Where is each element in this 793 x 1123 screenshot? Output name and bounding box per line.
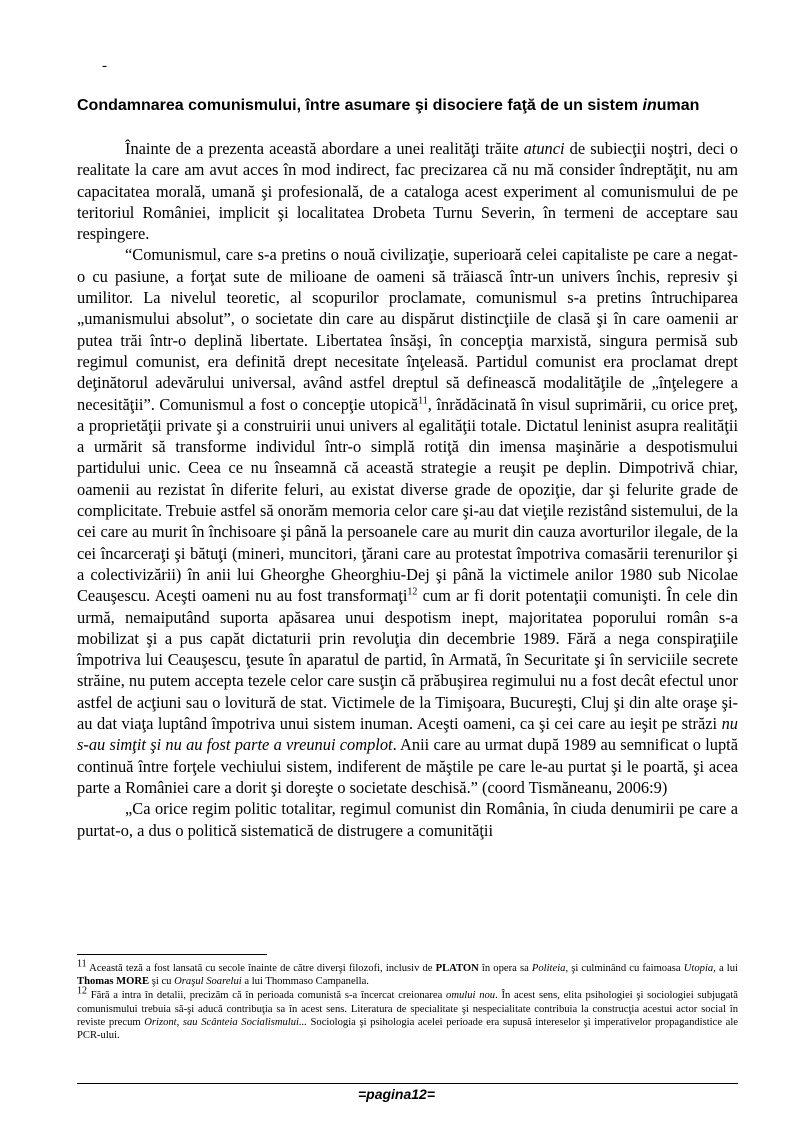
footnote-12-text-3: Sociologia şi psihologia acelei perioade era supusă intereselor şi imperativelor propagandistice ale PCR-ului. <box>77 1016 738 1042</box>
footer-separator <box>77 1083 738 1084</box>
footnote-12-italic-2: Orizont, sau Scânteia Socialismului... <box>144 1016 307 1028</box>
paragraph-2-quote <box>77 244 738 798</box>
paragraph-2-text-a: “Comunismul, care s-a pretins o nouă civilizaţie, superioară celei capitaliste pe care a negat-o cu pasiune, a forţat sute de milioane de oameni să trăiască într-un univers închis, represiv şi umilitor. La nivelul teoretic, al scopurilor proclamate, comunismul s-a pretins întruchiparea „umanismului absolut”, o societate din care au dispărut distincţiile de clasă şi în care oamenii ar putea trăi într-o deplină libertate. Libertatea însăşi, în concepţia marxistă, singura permisă sub regimul comunist, era definită drept necesitate înţeleasă. Partidul comunist era proclamat drept deţinătorul adevărului universal, având astfel dreptul să definească modalităţile de „înţelegere a necesităţii”. Comunismul a fost o concepţie utopică <box>77 245 738 414</box>
footnote-ref-11[interactable]: 11 <box>418 395 428 407</box>
paragraph-2-text-c: cum ar fi dorit potentaţii comunişti. În cele din urmă, nemaiputând suporta apăsarea unui despotism inept, majoritatea poporului român s-a mobilizat şi a pus capăt dictaturii prin revoluţia din decembrie 1989. Fără a nega conspiraţiile împotriva lui Ceauşescu, ţesute în aparatul de partid, în Armată, în Securitate şi în serviciile secrete străine, nu putem accepta tezele celor care susţin că prăbuşirea regimului nu a fost decât efectul unor astfel de acţiuni sau o lovitură de stat. Victimele de la Timişoara, Bucureşti, Cluj şi din alte oraşe şi-au dat viaţa luptând împotriva unui sistem inuman. Aceşti oameni, ca şi cei care au ieşit pe străzi <box>77 586 738 734</box>
paragraph-1-text-a: Înainte de a prezenta această abordare a unei realităţi trăite <box>125 139 524 158</box>
footnote-11-italic-2: Utopia <box>683 963 714 974</box>
footnote-12 <box>77 985 739 1042</box>
footnote-12-number: 12 <box>77 985 87 997</box>
paragraph-2-text-b: , înrădăcinată în visul suprimării, cu orice preţ, a proprietăţii private şi a construirii unui univers al egalităţii totale. Dictatul leninist asupra realităţii a urmărit să transforme individul într-o simplă rotiţă din imensa maşinărie a despotismului partidului unic. Ceea ce nu înseamnă că această strategie a reuşit pe deplin. Dimpotrivă chiar, oamenii au rezistat în diferite feluri, au existat diverse grade de opoziţie, dar şi felurite grade de complicitate. Trebuie astfel să onorăm memoria celor care şi-au dat vieţile rezistând sistemului, de la cei care au murit în închisoare şi până la persoanele care au murit din cauza avorturilor ilegale, de la cei încarceraţi şi bătuţi (mineri, muncitori, ţărani care au protestat împotriva comasării terenurilor şi a colectivizării) în anii lui Gheorghe Gheorghiu-Dej şi până la victimele anilor 1980 sub Nicolae Ceauşescu. Aceşti oameni nu au fost transformaţi <box>77 394 739 606</box>
footnote-12-text-1: Fără a intra în detalii, precizăm că în perioada comunistă s-a încercat creionarea <box>87 990 447 1002</box>
footnote-11-text-2: în opera sa <box>478 963 532 974</box>
body-text <box>77 138 738 841</box>
heading-text-1: Condamnarea comunismului, între asumare şi disociere faţă de un sistem <box>77 97 643 114</box>
footnote-11-number: 11 <box>77 958 87 970</box>
footnote-11-text-1: Această teză a fost lansată cu secole înainte de către diverşi filozofi, inclusiv de <box>86 963 436 974</box>
paragraph-1-italic: atunci <box>523 139 565 158</box>
paragraph-2-italic: nu s-au simţit şi nu au fost parte a vreunui complot <box>77 714 738 755</box>
footnotes <box>77 958 739 1043</box>
footnote-ref-12[interactable]: 12 <box>407 586 418 598</box>
footnote-11-text-4: , a lui <box>713 963 738 974</box>
heading-text-2: uman <box>656 97 700 114</box>
paragraph-3 <box>77 798 738 841</box>
footnote-11-bold-1: PLATON <box>435 963 479 974</box>
section-heading <box>77 96 717 116</box>
heading-italic-text: in <box>642 97 657 114</box>
footnote-12-text-2: . În acest sens, elita psihologiei şi sociologiei subjugată comunismului trebuia să-şi aducă contribuţia sa în acest sens. Literatura de specialitate şi nespecialitate contribuia la construcţia acestui actor social în reviste precum <box>77 990 739 1028</box>
paragraph-1 <box>77 138 738 244</box>
footnote-11-italic-3: Oraşul Soarelui <box>174 976 242 988</box>
footnote-12-italic-1: omului nou <box>446 990 496 1002</box>
top-mark: - <box>102 58 107 74</box>
footnote-separator <box>77 954 267 955</box>
footnote-11-text-6: a lui Thommaso Campanella. <box>241 976 369 988</box>
paragraph-3-text: „Ca orice regim politic totalitar, regimul comunist din România, în ciuda denumirii pe care a purtat-o, a dus o politică sistematică de distrugere a comunităţii <box>77 799 738 840</box>
footnote-11-text-5: şi cu <box>149 976 175 988</box>
footnote-11-italic-1: Politeia <box>531 963 566 974</box>
footnote-11-text-3: , şi culminând cu faimoasa <box>565 963 684 974</box>
paragraph-2-text-d: . Anii care au urmat după 1989 au semnificat o luptă continuă între forţele vechiului sistem, indiferent de măştile pe care le-au purtat şi le poartă, şi acea parte a României care a dorit şi doreşte o societate deschisă.” (coord Tismăneanu, 2006:9) <box>77 735 738 797</box>
page-number: =pagina12= <box>357 1086 436 1102</box>
paragraph-1-text-b: de subiecţii noştri, deci o realitate la care am avut acces în mod indirect, fac precizarea că nu mă consider îndreptăţit, nu am capacitatea morală, umană şi profesională, de a cataloga acest experiment al comunismului de pe teritoriul României, implicit şi localitatea Drobeta Turnu Severin, în termeni de acceptare sau respingere. <box>77 139 738 244</box>
footnote-11-bold-2: Thomas MORE <box>77 976 150 988</box>
footnote-11 <box>77 958 738 988</box>
